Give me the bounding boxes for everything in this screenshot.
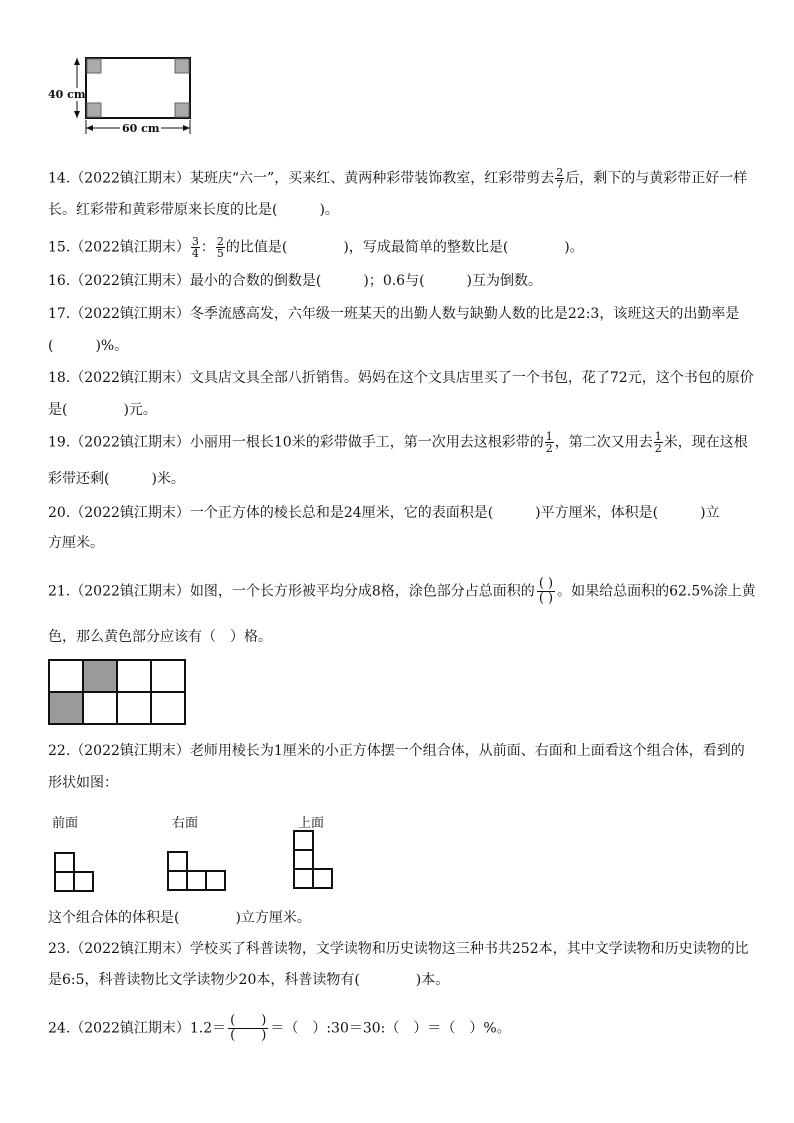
question-22: 22.（2022镇江期末）老师用棱长为1厘米的小正方体摆一个组合体，从前面、右面和上面看这个组合体，看到的: [48, 743, 745, 759]
question-15: 15.（2022镇江期末） $\frac{3}{4}$ ： $\frac{2}{5}$ 的比值是( )，写成最简单的整数比是( )。: [48, 235, 584, 260]
question-14-text: 14.（2022镇江期末）某班庆“六一”，买来红、黄两种彩带装饰教室，红彩带剪去: [48, 170, 555, 187]
top-view-shape: [292, 829, 336, 891]
grid-cell: [151, 660, 185, 692]
question-23-line2: 是6:5，科普读物比文学读物少20本，科普读物有( )本。: [48, 972, 450, 988]
fraction-1-2: $\frac{1}{2}$: [545, 430, 553, 455]
question-16: 16.（2022镇江期末）最小的合数的倒数是( )；0.6与( )互为倒数。: [48, 273, 543, 289]
height-dimension-label: 40 cm: [48, 88, 86, 101]
grid-cell: [49, 660, 83, 692]
question-20: 20.（2022镇江期末）一个正方体的棱长总和是24厘米，它的表面积是( )平方厘米，体积是( )立: [48, 505, 720, 521]
grid-cell: [151, 692, 185, 724]
fraction-1-2-meter: $\frac{1}{2}$: [654, 430, 662, 455]
question-17-line2: ( )%。: [48, 338, 129, 354]
fraction-2-5: $\frac{2}{5}$: [216, 235, 224, 260]
front-view-label: 前面: [52, 816, 79, 831]
blank-fraction: ( ) ( ): [230, 1013, 267, 1043]
question-19: 19.（2022镇江期末）小丽用一根长10米的彩带做手工，第一次用去这根彩带的 $\frac{1}{2}$ ，第二次又用去 $\frac{1}{2}$ 米，现在这根: [48, 430, 748, 455]
width-dimension-label: 60 cm: [122, 122, 160, 135]
fraction-2-7: $\frac{2}{7}$: [556, 166, 564, 191]
question-17: 17.（2022镇江期末）冬季流感高发，六年级一班某天的出勤人数与缺勤人数的比是22:3，该班这天的出勤率是: [48, 306, 740, 322]
question-14-line2: 长。红彩带和黄彩带原来长度的比是( )。: [48, 202, 339, 218]
question-22-line2: 形状如图：: [48, 775, 118, 791]
grid-cell-shaded: [83, 660, 117, 692]
grid-cell: [83, 692, 117, 724]
question-24: 24.（2022镇江期末）1.2＝ ( ) ( ) ＝（ ）:30＝30:（ ）＝（ ）%。: [48, 1013, 511, 1043]
question-18: 18.（2022镇江期末）文具店文具全部八折销售。妈妈在这个文具店里买了一个书包，花了72元，这个书包的原价: [48, 370, 754, 386]
question-18-line2: 是( )元。: [48, 402, 157, 418]
grid-cell: [117, 660, 151, 692]
question-22-answer-line: 这个组合体的体积是( )立方厘米。: [48, 910, 311, 926]
front-view-shape: [54, 852, 98, 894]
question-21: 21.（2022镇江期末）如图，一个长方形被平均分成8格，涂色部分占总面积的 ( ) ( ) 。如果给总面积的62.5%涂上黄: [48, 576, 756, 606]
right-view-shape: [166, 850, 230, 892]
grid-cell-shaded: [49, 692, 83, 724]
question-21-line2: 色，那么黄色部分应该有（ ）格。: [48, 629, 272, 645]
question-20-line2: 方厘米。: [48, 535, 104, 551]
right-view-label: 右面: [172, 816, 199, 831]
question-14: 14.（2022镇江期末）某班庆“六一”，买来红、黄两种彩带装饰教室，红彩带剪去 $\frac{2}{7}$ 后，剩下的与黄彩带正好一样: [48, 166, 748, 191]
question-19-line2: 彩带还剩( )米。: [48, 471, 185, 487]
grid-cell: [117, 692, 151, 724]
question-23: 23.（2022镇江期末）学校买了科普读物，文学读物和历史读物这三种书共252本，其中文学读物和历史读物的比: [48, 941, 749, 957]
fraction-3-4: $\frac{3}{4}$: [191, 235, 199, 260]
top-view-label: 上面: [298, 816, 325, 831]
blank-fraction: ( ) ( ): [538, 576, 554, 606]
eight-cell-grid: [48, 659, 186, 725]
